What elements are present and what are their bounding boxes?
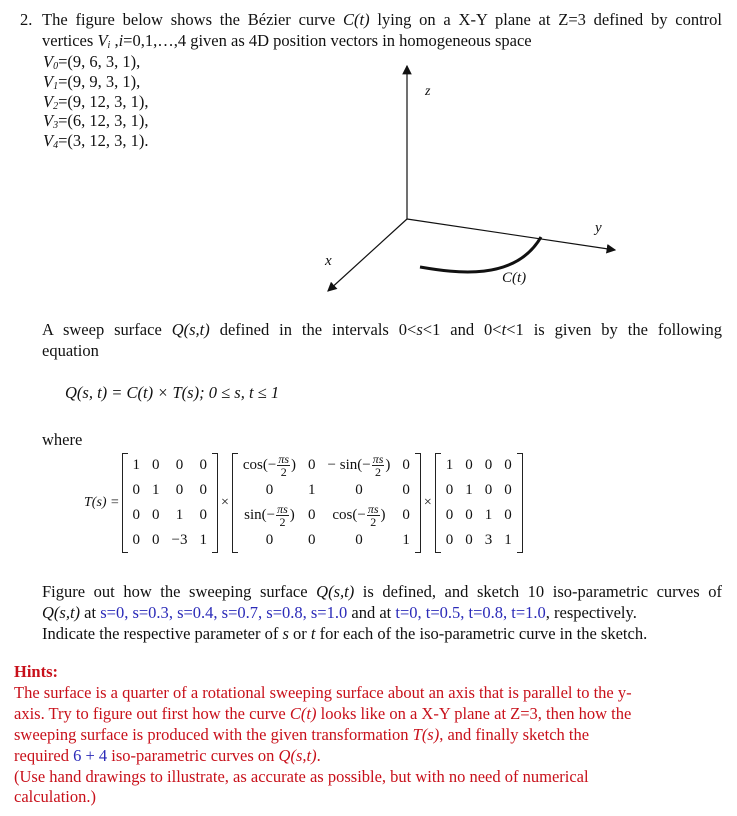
hint-line-2: axis. Try to figure out first how the curve C(t) looks like on a X-Y plane at Z=3, then how the <box>14 704 632 723</box>
matrix-cell: 0 <box>484 457 493 473</box>
matrix-cell: 1 <box>445 457 454 473</box>
text: C(t) <box>343 10 370 29</box>
text: i <box>107 40 111 51</box>
text: t <box>501 320 507 339</box>
vertex-0: $V_0=(9$, 6, 3, 1), <box>43 52 141 72</box>
s-values: s=0, s=0.3, s=0.4, s=0.7, s=0.8, s=1.0 <box>100 603 348 622</box>
text: vertices <box>42 31 98 50</box>
matrix-cell: 1 <box>199 532 207 548</box>
matrix-cell: 1 <box>465 482 473 498</box>
where-label: where <box>42 430 83 449</box>
hints-title: Hints: <box>14 662 59 681</box>
param-value: s=0.8 <box>266 603 303 622</box>
translate-matrix-1 <box>122 453 218 553</box>
vertex-4: $V_4=(3$, 12, 3, 1). <box>43 131 149 152</box>
param-value: t=1.0 <box>511 603 546 622</box>
matrix-cell: 0 <box>199 457 207 473</box>
sweep-equation: Q(s, t) = C(t) × T(s); 0 ≤ s, t ≤ 1 <box>65 383 280 402</box>
matrix-cell: 0 <box>175 482 184 498</box>
transform-equation <box>84 453 523 553</box>
translate-matrix-2 <box>435 453 523 553</box>
param-value: s=1.0 <box>310 603 348 622</box>
vertex-1: $V_1=(9$, 9, 3, 1), <box>43 71 141 92</box>
matrix-cell: 3 <box>484 532 493 548</box>
matrix-cell: 0 <box>484 482 493 498</box>
y-axis-label: y <box>595 220 602 236</box>
y-axis <box>407 219 615 250</box>
matrix-cell: 0 <box>504 457 512 473</box>
hint-line-4: required 6 + 4 iso-parametric curves on Q(s,t). <box>14 746 321 765</box>
matrix-cell: 0 <box>132 532 141 548</box>
matrix-cell: 0 <box>504 507 512 523</box>
z-axis-label: z <box>425 84 431 99</box>
matrix-cell: 0 <box>199 507 207 523</box>
times-sign: × <box>423 495 432 510</box>
param-value: t=0 <box>395 603 418 622</box>
text: Q(s,t) <box>171 320 210 339</box>
matrix-cell: 0 <box>152 532 160 548</box>
matrix-cell: 0 <box>132 507 141 523</box>
task-line-2: Q(s,t) at s=0, s=0.3, s=0.4, s=0.7, s=0.8, s=1.0 and at t=0, t=0.5, t=0.8, t=1.0, respectively. <box>42 603 637 622</box>
sweep-line-1 <box>42 320 722 340</box>
x-axis <box>328 219 407 291</box>
matrix-cell: 1 <box>132 457 141 473</box>
matrix-cell: 0 <box>199 482 207 498</box>
hint-line-3: sweeping surface is produced with the given transformation T(s), and finally sketch the <box>14 725 590 744</box>
rotation-matrix: cos(− $\frac{\pi s}{2}$ ) 0 − sin(− $\frac{\pi s}{2}$ ) 0 0 1 0 0 sin(− $\frac{\pi s}{2}$ ) 0 cos(− $\frac{\pi s}{2}$ ) 0 0 0 0 1 <box>232 453 421 553</box>
param-value: s=0.4 <box>177 603 214 622</box>
hint-line-6: calculation.) <box>14 787 97 806</box>
matrix-cell: 0 <box>152 507 160 523</box>
matrix-lhs: T(s) = <box>84 495 120 510</box>
vertex-3: $V_3=(6$, 12, 3, 1), <box>43 111 149 132</box>
text: A sweep surface <box>42 320 172 339</box>
text: i <box>118 31 124 50</box>
text: The figure below shows the Bézier curve <box>42 10 344 29</box>
matrix-cell: 1 <box>175 507 184 523</box>
matrix-cell: 0 <box>175 457 184 473</box>
t-values: t=0, t=0.5, t=0.8, t=1.0 <box>395 603 546 622</box>
text: =0,1,…,4 given as 4D position vectors in homogeneous space <box>123 31 532 50</box>
problem-number: 2. <box>20 10 33 29</box>
param-value: s=0 <box>100 603 125 622</box>
hint-line-1: The surface is a quarter of a rotational sweeping surface about an axis that is parallel to the y- <box>14 683 632 702</box>
matrix-cell: 1 <box>504 532 512 548</box>
bezier-curve <box>420 237 541 272</box>
text: <1 and 0< <box>422 320 502 339</box>
text: <1 is given by the following <box>506 320 723 339</box>
matrix-cell: 0 <box>445 482 454 498</box>
matrix-cell: 0 <box>465 532 473 548</box>
text: s <box>416 320 423 339</box>
text: , <box>110 31 119 50</box>
matrix-cell: 0 <box>445 532 454 548</box>
param-value: s=0.3 <box>132 603 169 622</box>
matrix-cell: 1 <box>484 507 493 523</box>
hint-line-5: (Use hand drawings to illustrate, as accurate as possible, but with no need of numerical <box>14 767 589 786</box>
sweep-line-2: equation <box>42 341 99 360</box>
param-value: s=0.7 <box>221 603 259 622</box>
task-line-3: Indicate the respective parameter of s or t for each of the iso-parametric curve in the sketch. <box>42 624 648 643</box>
matrix-cell: 0 <box>504 482 512 498</box>
text: defined in the intervals 0< <box>209 320 417 339</box>
matrix-cell: 0 <box>465 457 473 473</box>
matrix-cell: −3 <box>171 532 188 548</box>
matrix-cell: 0 <box>132 482 141 498</box>
text: V <box>97 31 108 50</box>
matrix-cell: 0 <box>465 507 473 523</box>
matrix-cell: 0 <box>152 457 160 473</box>
param-value: t=0.5 <box>425 603 461 622</box>
x-axis-label: x <box>325 253 332 269</box>
matrix-cell: 1 <box>152 482 160 498</box>
task-line-1: Figure out how the sweeping surface Q(s,t) is defined, and sketch 10 iso-parametric curves of <box>42 582 722 601</box>
param-value: t=0.8 <box>468 603 504 622</box>
text: lying on a X-Y plane at Z=3 defined by control <box>369 10 722 29</box>
times-sign: × <box>220 495 229 510</box>
matrix-cell: 0 <box>445 507 454 523</box>
curve-label: C(t) <box>502 270 527 286</box>
vertex-2: $V_2=(9$, 12, 3, 1), <box>43 91 149 112</box>
